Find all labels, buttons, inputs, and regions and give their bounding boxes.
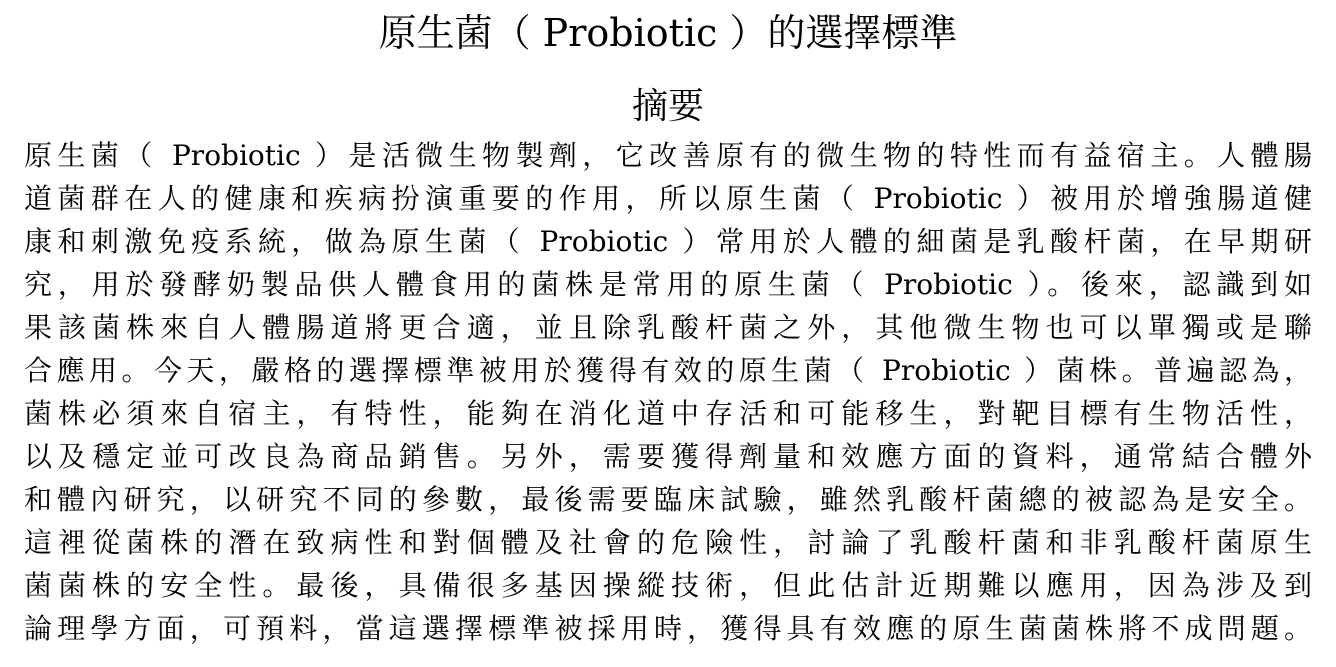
- abstract-line: 以及穩定並可改良為商品銷售。另外，需要獲得劑量和效應方面的資料，通常結合體外: [24, 440, 1312, 473]
- abstract-line: 菌菌株的安全性。最後，具備很多基因操縱技術，但此估計近期難以應用，因為涉及到: [24, 569, 1312, 602]
- abstract-line: 究，用於發酵奶製品供人體食用的菌株是常用的原生菌（ Probiotic ）。後來，認識到如: [24, 268, 1312, 301]
- abstract-line: 這裡從菌株的潛在致病性和對個體及社會的危險性，討論了乳酸杆菌和非乳酸杆菌原生: [24, 526, 1312, 559]
- document: [24, 8, 1312, 650]
- abstract-line: 合應用。今天，嚴格的選擇標準被用於獲得有效的原生菌（ Probiotic ）菌株。普遍認為，: [24, 354, 1312, 387]
- abstract-line: 康和刺激免疫系統，做為原生菌（ Probiotic ）常用於人體的細菌是乳酸杆菌，在早期研: [24, 225, 1312, 258]
- abstract-line: 道菌群在人的健康和疾病扮演重要的作用，所以原生菌（ Probiotic ）被用於增強腸道健: [24, 182, 1312, 215]
- abstract-line: 果該菌株來自人體腸道將更合適，並且除乳酸杆菌之外，其他微生物也可以單獨或是聯: [24, 311, 1312, 344]
- abstract-line: 菌株必須來自宿主，有特性，能夠在消化道中存活和可能移生，對靶目標有生物活性，: [24, 397, 1312, 430]
- abstract-line: 原生菌（ Probiotic ）是活微生物製劑，它改善原有的微生物的特性而有益宿主。人體腸: [24, 139, 1312, 172]
- abstract-body: [24, 134, 1312, 650]
- abstract-line: 和體內研究，以研究不同的參數，最後需要臨床試驗，雖然乳酸杆菌總的被認為是安全。: [24, 483, 1312, 516]
- document-title: 原生菌（ Probiotic ）的選擇標準: [378, 11, 958, 55]
- abstract-heading: 摘要: [631, 86, 704, 127]
- abstract-line: 論理學方面，可預料，當這選擇標準被採用時，獲得具有效應的原生菌菌株將不成問題。: [24, 612, 1312, 645]
